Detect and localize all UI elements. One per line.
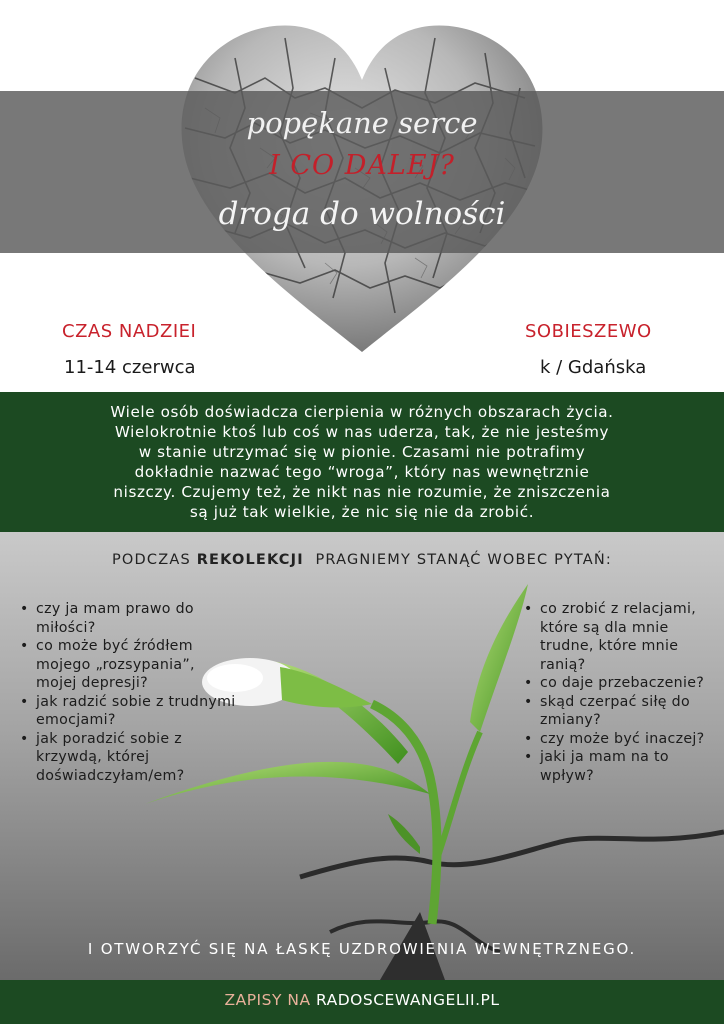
footer-label: ZAPISY NA [224,991,311,1009]
list-item: • czy ja mam prawo do miłości? [18,600,238,637]
intro-line: dokładnie nazwać tego “wroga”, który nas wewnętrznie [134,463,590,481]
date-value: 11-14 czerwca [64,357,196,378]
list-item: • jaki ja mam na to wpływ? [522,748,722,785]
list-item: • co zrobić z relacjami, które są dla mnie trudne, które mnie ranią? [522,600,722,674]
questions-heading-post: PRAGNIEMY STANĄĆ WOBEC PYTAŃ: [315,552,613,568]
intro-line: Wielokrotnie ktoś lub coś w nas uderza, tak, że nie jesteśmy [114,423,610,441]
closing-text: I OTWORZYĆ SIĘ NA ŁASKĘ UZDROWIENIA WEWNĘTRZNEGO. [87,940,637,958]
footer-website-link[interactable]: RADOSCEWANGELII.PL [316,991,500,1009]
questions-heading-bold: REKOLEKCJI [196,552,304,568]
title-line-3: droga do wolności [218,196,506,232]
intro-text [40,402,684,522]
list-item: • jak radzić sobie z trudnymi emocjami? [18,693,238,730]
intro-line: niszczy. Czujemy też, że nikt nas nie rozumie, że zniszczenia [113,483,611,501]
questions-list-right [522,600,722,785]
list-item: • co daje przebaczenie? [522,674,722,693]
title-line-2: I CO DALEJ? [269,150,455,181]
intro-line: Wiele osób doświadcza cierpienia w różnych obszarach życia. [110,403,614,421]
list-item: • czy może być inaczej? [522,730,722,749]
title-line-1: popękane serce [246,106,478,140]
location-heading: SOBIESZEWO [525,321,652,342]
intro-line: są już tak wielkie, że nic się nie da zrobić. [189,503,535,521]
location-value: k / Gdańska [540,357,647,378]
intro-line: w stanie utrzymać się w pionie. Czasami nie potrafimy [138,443,586,461]
questions-heading [0,552,724,568]
footer-text [0,991,724,1009]
questions-list-left [18,600,238,785]
list-item: • co może być źródłem mojego „rozsypania”, mojej depresji? [18,637,238,693]
questions-heading-pre: PODCZAS [111,552,191,568]
list-item: • jak poradzić sobie z krzywdą, której doświadczyłam/em? [18,730,238,786]
list-item: • skąd czerpać siłę do zmiany? [522,693,722,730]
date-heading: CZAS NADZIEI [62,321,197,342]
